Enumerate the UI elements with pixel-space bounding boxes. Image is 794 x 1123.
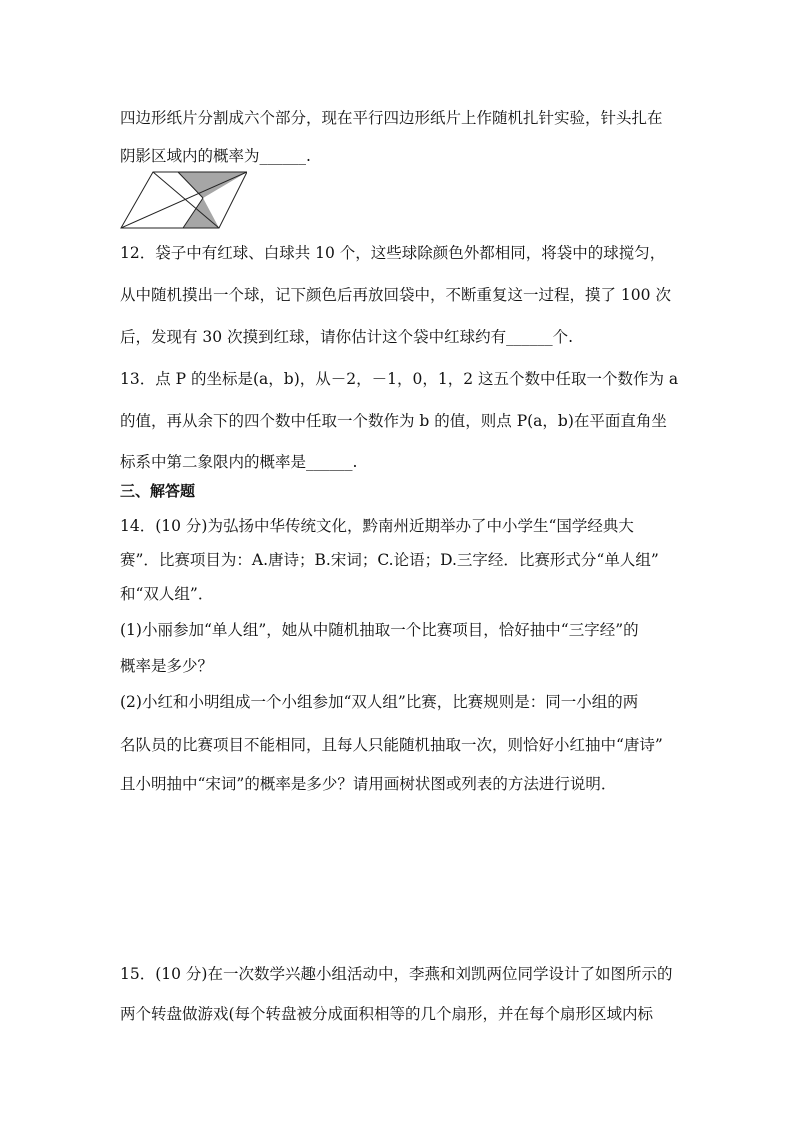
q14-line-5: 概率是多少？ bbox=[120, 657, 214, 675]
parallelogram-figure bbox=[119, 170, 247, 230]
q14-line-7: 名队员的比赛项目不能相同，且每人只能随机抽取一次，则恰好小红抽中“唐诗” bbox=[120, 736, 663, 754]
q12-line-3: 后，发现有 30 次摸到红球，请你估计这个袋中红球约有______个. bbox=[120, 328, 574, 346]
section-title: 三、解答题 bbox=[120, 482, 196, 500]
q11-line-2: 阴影区域内的概率为______. bbox=[120, 147, 311, 165]
q13-line-3: 标系中第二象限内的概率是______. bbox=[120, 453, 358, 471]
q13-line-1: 13．点 P 的坐标是(a，b)，从－2，－1，0，1，2 这五个数中任取一个数作为 a bbox=[120, 370, 679, 388]
q14-line-1: 14．(10 分)为弘扬中华传统文化，黔南州近期举办了中小学生“国学经典大 bbox=[120, 517, 634, 535]
q12-line-1: 12．袋子中有红球、白球共 10 个，这些球除颜色外都相同，将袋中的球搅匀， bbox=[120, 244, 666, 262]
q14-line-3: 和“双人组”． bbox=[120, 585, 214, 603]
shaded-triangle-top bbox=[178, 172, 247, 198]
q14-line-2: 赛”．比赛项目为：A.唐诗；B.宋词；C.论语；D.三字经．比赛形式分“单人组” bbox=[120, 551, 659, 569]
q12-line-2: 从中随机摸出一个球，记下颜色后再放回袋中，不断重复这一过程，摸了 100 次 bbox=[120, 286, 671, 304]
q13-line-2: 的值，再从余下的四个数中任取一个数作为 b 的值，则点 P(a，b)在平面直角坐 bbox=[120, 412, 667, 430]
q14-line-8: 且小明抽中“宋词”的概率是多少？请用画树状图或列表的方法进行说明． bbox=[120, 775, 617, 793]
q14-line-6: (2)小红和小明组成一个小组参加“双人组”比赛，比赛规则是：同一小组的两 bbox=[120, 693, 639, 711]
q14-line-4: (1)小丽参加“单人组”，她从中随机抽取一个比赛项目，恰好抽中“三字经”的 bbox=[120, 621, 639, 639]
q15-line-2: 两个转盘做游戏(每个转盘被分成面积相等的几个扇形，并在每个扇形区域内标 bbox=[120, 1005, 654, 1023]
diagonal-2 bbox=[121, 172, 247, 228]
q11-line-1: 四边形纸片分割成六个部分，现在平行四边形纸片上作随机扎针实验，针头扎在 bbox=[120, 109, 663, 127]
q15-line-1: 15．(10 分)在一次数学兴趣小组活动中，李燕和刘凯两位同学设计了如图所示的 bbox=[120, 965, 673, 983]
